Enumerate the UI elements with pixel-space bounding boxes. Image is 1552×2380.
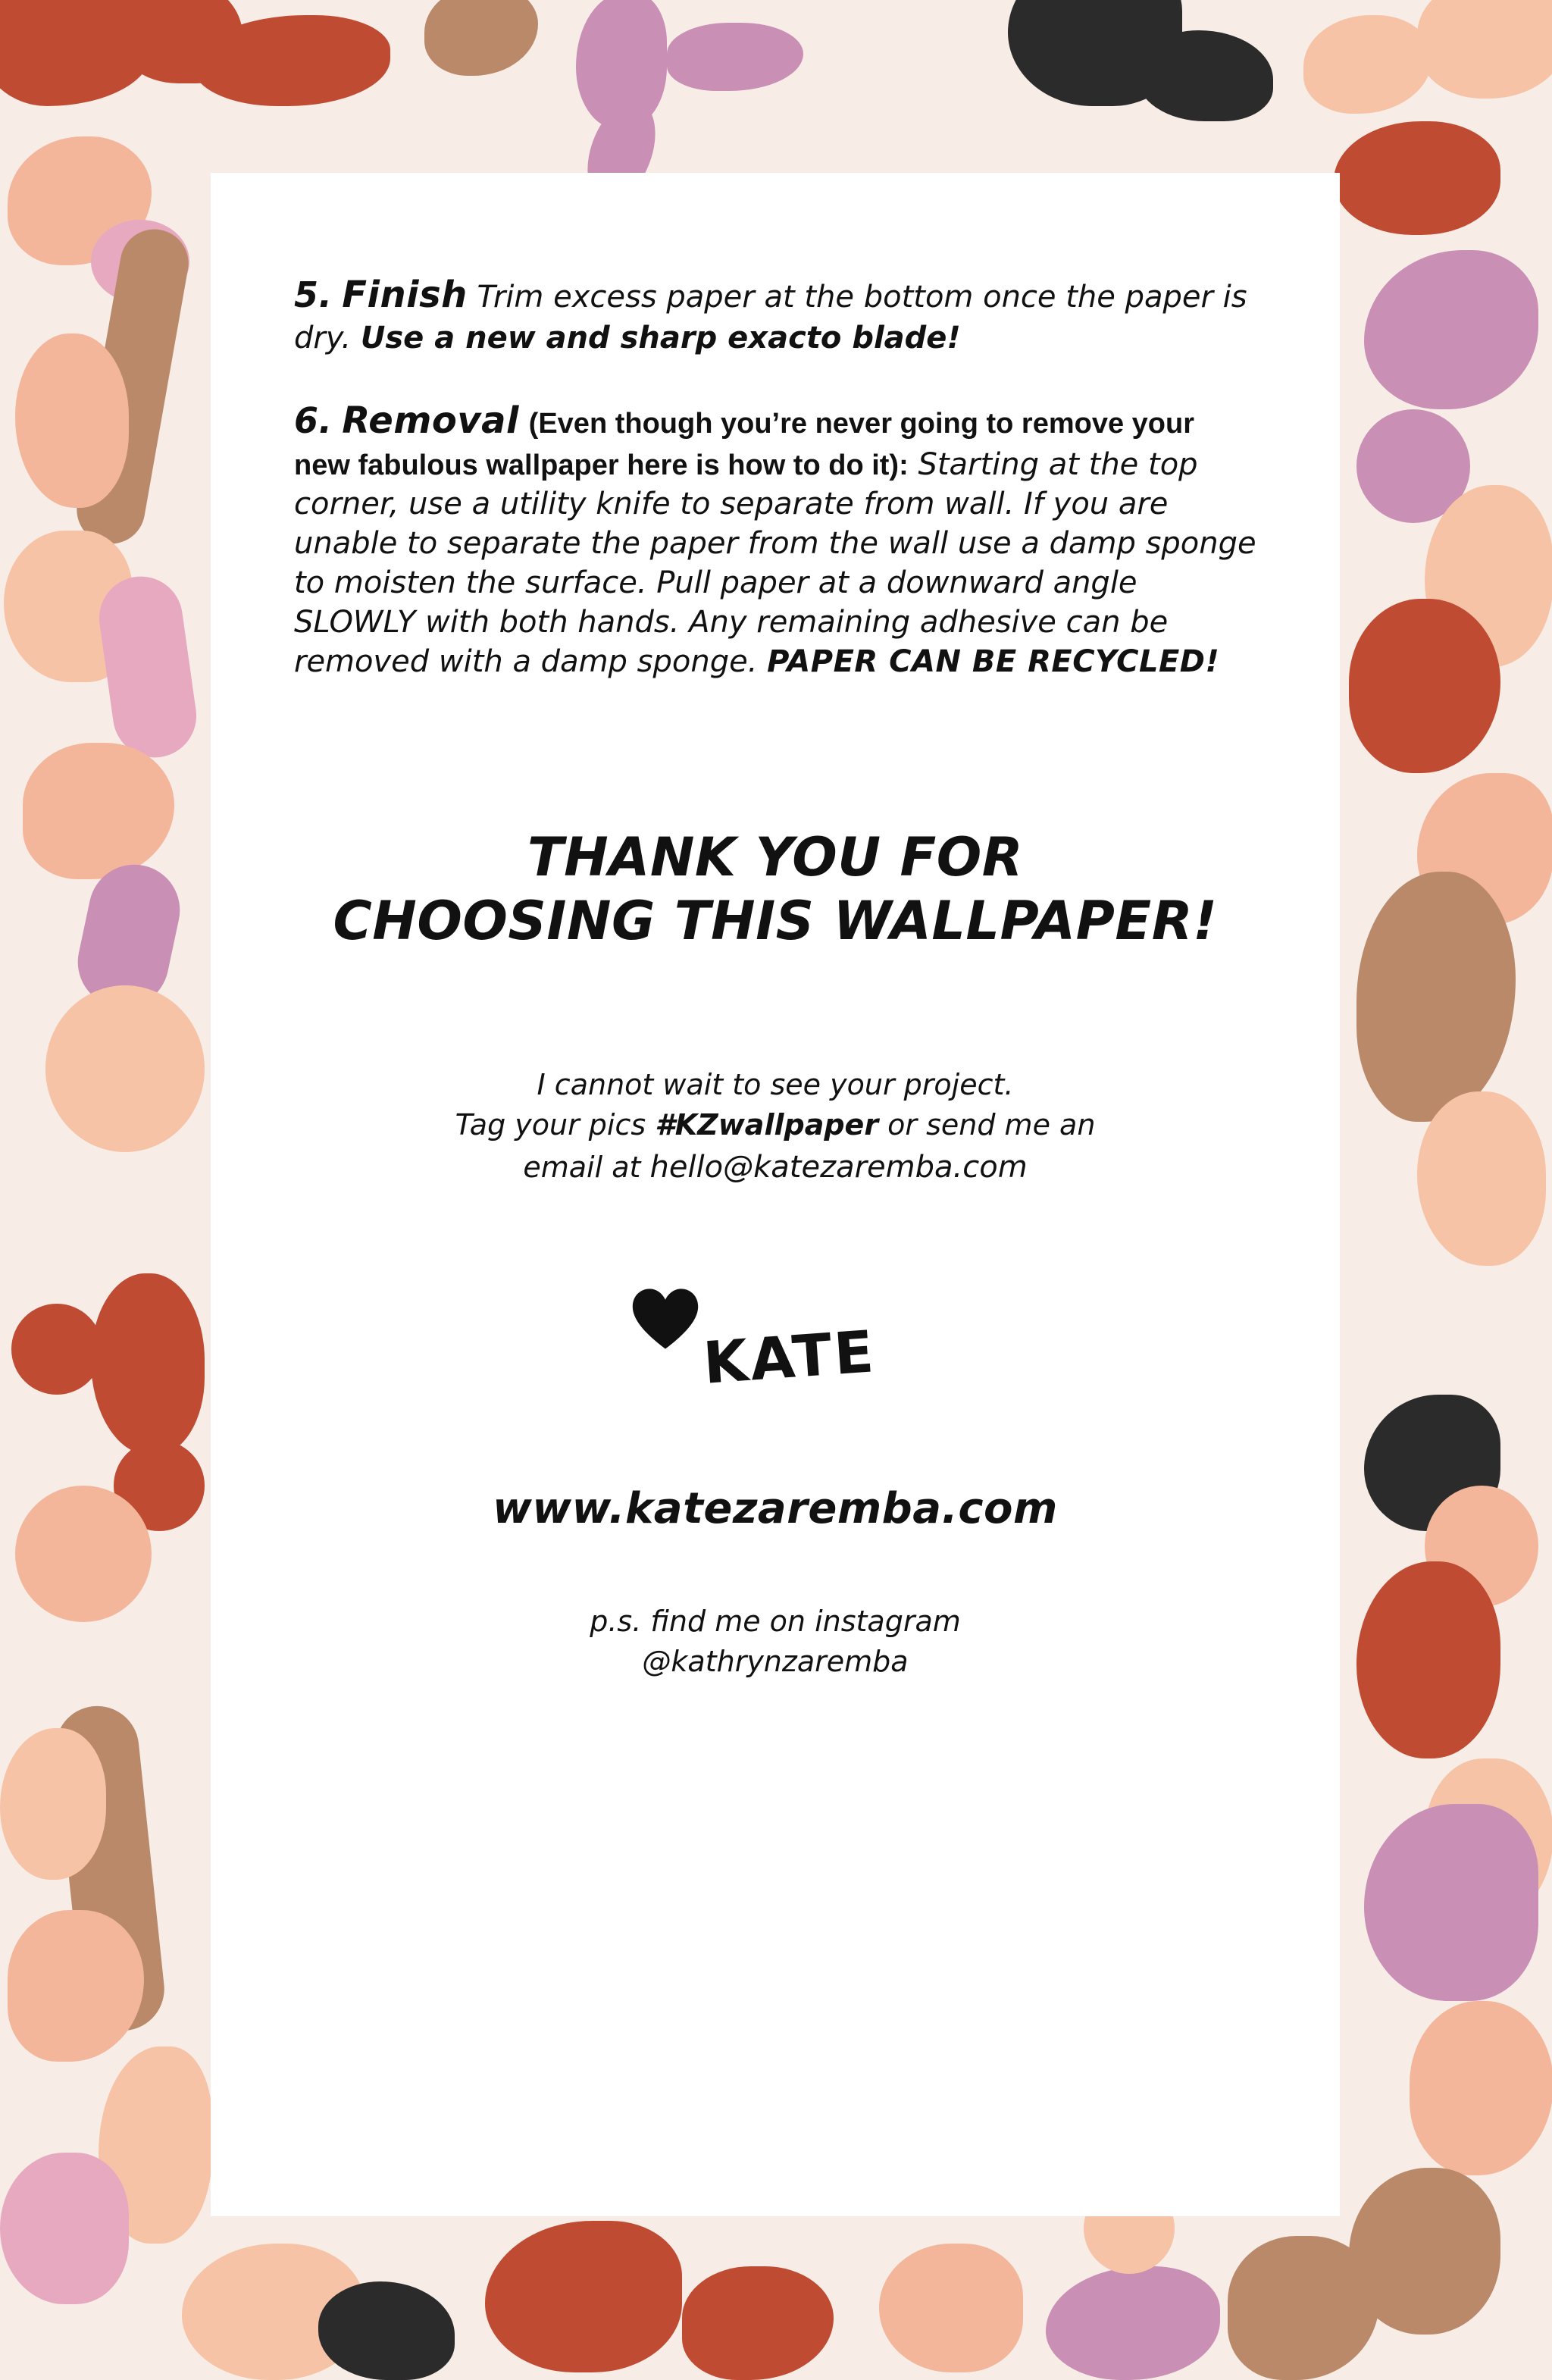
decorative-shape xyxy=(45,985,205,1152)
decorative-shape xyxy=(8,1910,144,2062)
website-url[interactable]: www.katezaremba.com xyxy=(493,1483,1058,1533)
decorative-shape xyxy=(94,572,202,763)
closing-line-2-post: or send me an xyxy=(878,1108,1096,1142)
step-6-number: 6. xyxy=(294,400,333,442)
decorative-shape xyxy=(1137,30,1273,121)
signature-block xyxy=(294,1287,1256,1439)
decorative-shape xyxy=(667,23,803,91)
signature-name: KATE xyxy=(701,1317,878,1397)
closing-line-1: I cannot wait to see your project. xyxy=(537,1068,1014,1102)
postscript xyxy=(294,1602,1256,1682)
decorative-shape xyxy=(0,2153,129,2304)
decorative-shape xyxy=(11,1304,102,1395)
step-6-parenthetical: (Even though you’re never going to remove your new fabulous wallpaper here is how to do it): xyxy=(294,408,1195,481)
hashtag: #KZwallpaper xyxy=(655,1108,879,1142)
decorative-shape xyxy=(1356,1561,1500,1758)
step-6-title: Removal xyxy=(342,399,519,443)
closing-line-2 xyxy=(294,1105,1256,1145)
closing-line-2-pre: Tag your pics xyxy=(455,1108,656,1142)
decorative-shape xyxy=(318,2281,455,2380)
instruction-card xyxy=(211,173,1340,2216)
decorative-shape xyxy=(682,2266,834,2380)
step-6-body: Starting at the top corner, use a utility knife to separate from wall. If you are unable to separate the paper from the wall use a damp sponge to moisten the surface. Pull paper at a downward angle SLOWLY with both hands. Any remaining adhesive can be removed with a damp sponge. xyxy=(294,446,1256,680)
decorative-shape xyxy=(1417,0,1552,99)
decorative-shape xyxy=(23,743,174,879)
step-5-emphasis: Use a new and sharp exacto blade! xyxy=(360,321,961,356)
contact-email: hello@katezaremba.com xyxy=(649,1149,1028,1185)
decorative-shape xyxy=(1410,2001,1552,2175)
step-6-emphasis: PAPER CAN BE RECYCLED! xyxy=(767,644,1220,680)
postscript-line-1: p.s. find me on instagram xyxy=(590,1604,961,1638)
decorative-shape xyxy=(1417,1091,1546,1266)
decorative-shape xyxy=(1228,2236,1379,2380)
step-5-body: Trim excess paper at the bottom once the paper is dry. xyxy=(294,280,1247,356)
decorative-shape xyxy=(15,334,129,508)
decorative-shape xyxy=(1334,121,1500,235)
decorative-shape xyxy=(1364,250,1538,409)
step-5-paragraph xyxy=(294,271,1256,358)
decorative-shape xyxy=(91,1273,205,1455)
instagram-handle[interactable]: @kathrynzaremba xyxy=(642,1644,909,1678)
decorative-shape xyxy=(424,0,538,76)
closing-message xyxy=(294,1065,1256,1188)
decorative-shape xyxy=(879,2244,1023,2372)
thank-you-line-2: CHOOSING THIS WALLPAPER! xyxy=(333,890,1218,953)
step-6-paragraph xyxy=(294,397,1256,681)
decorative-shape xyxy=(1046,2266,1220,2380)
decorative-shape xyxy=(1303,15,1432,114)
decorative-shape xyxy=(15,1486,152,1622)
step-5-title: Finish xyxy=(342,274,468,316)
step-5-number: 5. xyxy=(294,274,333,315)
closing-line-3 xyxy=(294,1146,1256,1188)
decorative-shape xyxy=(1349,599,1500,773)
heart-icon xyxy=(631,1287,699,1351)
thank-you-line-1: THANK YOU FOR xyxy=(527,826,1024,889)
thank-you-heading xyxy=(294,825,1256,953)
closing-line-3-pre: email at xyxy=(523,1150,650,1184)
decorative-shape xyxy=(0,1728,106,1880)
decorative-shape xyxy=(1364,1804,1538,2001)
decorative-shape xyxy=(1356,872,1516,1122)
decorative-shape xyxy=(485,2221,682,2372)
